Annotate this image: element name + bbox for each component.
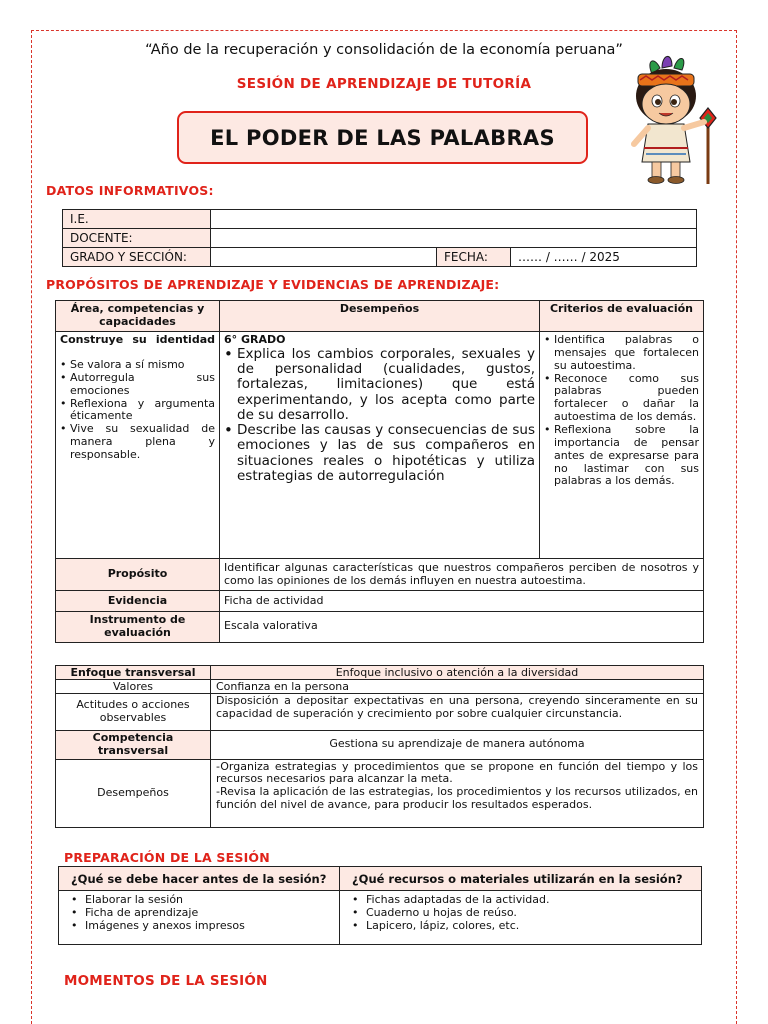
momentos-heading: MOMENTOS DE LA SESIÓN [64, 973, 268, 989]
docente-label: DOCENTE: [63, 229, 211, 248]
instrumento-label: Instrumento de evaluación [56, 612, 220, 643]
antes-cell [59, 891, 340, 945]
grado-text: 6° GRADO [224, 333, 286, 346]
enfoque-value: Enfoque inclusivo o atención a la diversidad [211, 666, 704, 680]
datos-table [62, 209, 697, 267]
fecha-label: FECHA: [437, 248, 511, 267]
recursos-cell [340, 891, 702, 945]
preparacion-table [58, 866, 702, 945]
competencia-transversal-row [56, 731, 704, 760]
valores-row [56, 680, 704, 694]
competencia-transversal-text: Gestiona su aprendizaje de manera autónoma [211, 731, 704, 760]
session-subtitle: SESIÓN DE APRENDIZAJE DE TUTORÍA [236, 76, 532, 92]
propositos-content-row [56, 332, 704, 559]
grado-field[interactable] [211, 248, 437, 267]
propositos-heading: PROPÓSITOS DE APRENDIZAJE Y EVIDENCIAS DE APRENDIZAJE: [46, 277, 500, 292]
actitudes-row [56, 694, 704, 731]
valores-label: Valores [56, 680, 211, 694]
session-title: EL PODER DE LAS PALABRAS [210, 125, 555, 150]
fecha-field[interactable]: …… / …… / 2025 [511, 248, 697, 267]
evidencia-text: Ficha de actividad [220, 591, 704, 612]
criterio-item: • Reconoce como sus palabras pueden fortalecer o dañar la autoestima de los demás. [544, 373, 699, 424]
propositos-table [55, 300, 704, 643]
ie-row [63, 210, 697, 229]
preparacion-heading: PREPARACIÓN DE LA SESIÓN [64, 850, 270, 865]
valores-text: Confianza en la persona [211, 680, 704, 694]
propositos-header-row [56, 301, 704, 332]
col-criterios-header: Criterios de evaluación [540, 301, 704, 332]
mascot-illustration [628, 52, 724, 186]
desempeno-item: • Explica los cambios corporales, sexuales y de personalidad (cualidades, gustos, fortalezas, limitaciones) que está experimentando, y los acepta como parte de su desarrollo. [224, 347, 535, 423]
grado-label: GRADO Y SECCIÓN: [63, 248, 211, 267]
recursos-item: • Lapicero, lápiz, colores, etc. [348, 919, 693, 932]
enfoque-label: Enfoque transversal [56, 666, 211, 680]
enfoque-table [55, 665, 704, 828]
antes-list [67, 893, 331, 933]
docente-row [63, 229, 697, 248]
desempenos-list [224, 347, 535, 484]
competencia-name: Construye su identidad [60, 333, 215, 346]
instrumento-text: Escala valorativa [220, 612, 704, 643]
preparacion-header-row [59, 867, 702, 891]
recursos-item: • Fichas adaptadas de la actividad. [348, 893, 693, 906]
datos-heading: DATOS INFORMATIVOS: [46, 183, 214, 198]
ie-label: I.E. [63, 210, 211, 229]
capacidad-item: • Reflexiona y argumenta éticamente [60, 398, 215, 424]
col-antes-header: ¿Qué se debe hacer antes de la sesión? [59, 867, 340, 891]
evidencia-label: Evidencia [56, 591, 220, 612]
actitudes-text: Disposición a depositar expectativas en una persona, creyendo sinceramente en su capacidad de superación y crecimiento por sobre cualquier circunstancia. [211, 694, 704, 731]
col-area-header: Área, competencias y capacidades [56, 301, 220, 332]
antes-item: • Ficha de aprendizaje [67, 906, 331, 919]
desempeno-transversal-line: -Organiza estrategias y procedimientos que se propone en función del tiempo y los recursos necesarios para alcanzar la meta. [216, 759, 698, 786]
antes-item: • Imágenes y anexos impresos [67, 919, 331, 932]
ie-field[interactable] [211, 210, 697, 229]
preparacion-content-row [59, 891, 702, 945]
desempenos-transversal-row [56, 759, 704, 827]
docente-field[interactable] [211, 229, 697, 248]
evidencia-row [56, 591, 704, 612]
desempeno-transversal-line: -Revisa la aplicación de las estrategias, los procedimientos y los recursos utilizados, en función del nivel de avance, para producir los resultados esperados. [216, 785, 698, 811]
proposito-label: Propósito [56, 559, 220, 591]
actitudes-label: Actitudes o acciones observables [56, 694, 211, 731]
capacidad-item: • Autorregula sus emociones [60, 372, 215, 398]
proposito-text: Identificar algunas características que nuestros compañeros perciben de nosotros y como las opiniones de los demás influyen en nuestra autoestima. [220, 559, 704, 591]
instrumento-row [56, 612, 704, 643]
grado-row [63, 248, 697, 267]
year-motto: “Año de la recuperación y consolidación de la economía peruana” [145, 42, 623, 58]
antes-item: • Elaborar la sesión [67, 893, 331, 906]
col-desempenos-header: Desempeños [220, 301, 540, 332]
desempenos-transversal-cell [211, 759, 704, 827]
criterios-list [544, 334, 699, 488]
capacidad-item: • Vive su sexualidad de manera plena y responsable. [60, 423, 215, 462]
capacidad-item: • Se valora a sí mismo [60, 359, 215, 372]
competencia-transversal-label: Competencia transversal [56, 731, 211, 760]
col-recursos-header: ¿Qué recursos o materiales utilizarán en la sesión? [340, 867, 702, 891]
enfoque-row [56, 666, 704, 680]
proposito-row [56, 559, 704, 591]
recursos-list [348, 893, 693, 933]
session-title-box [177, 111, 588, 164]
desempenos-cell [220, 332, 540, 559]
criterios-cell [540, 332, 704, 559]
desempenos-transversal-label: Desempeños [56, 759, 211, 827]
criterio-item: • Reflexiona sobre la importancia de pensar antes de expresarse para no lastimar con sus palabras a los demás. [544, 424, 699, 488]
desempeno-item: • Describe las causas y consecuencias de sus emociones y las de sus compañeros en situaciones reales o hipotéticas y utiliza estrategias de autorregulación [224, 423, 535, 484]
area-cell [56, 332, 220, 559]
criterio-item: • Identifica palabras o mensajes que fortalecen su autoestima. [544, 334, 699, 373]
recursos-item: • Cuaderno u hojas de reúso. [348, 906, 693, 919]
capacidades-list [60, 359, 215, 462]
